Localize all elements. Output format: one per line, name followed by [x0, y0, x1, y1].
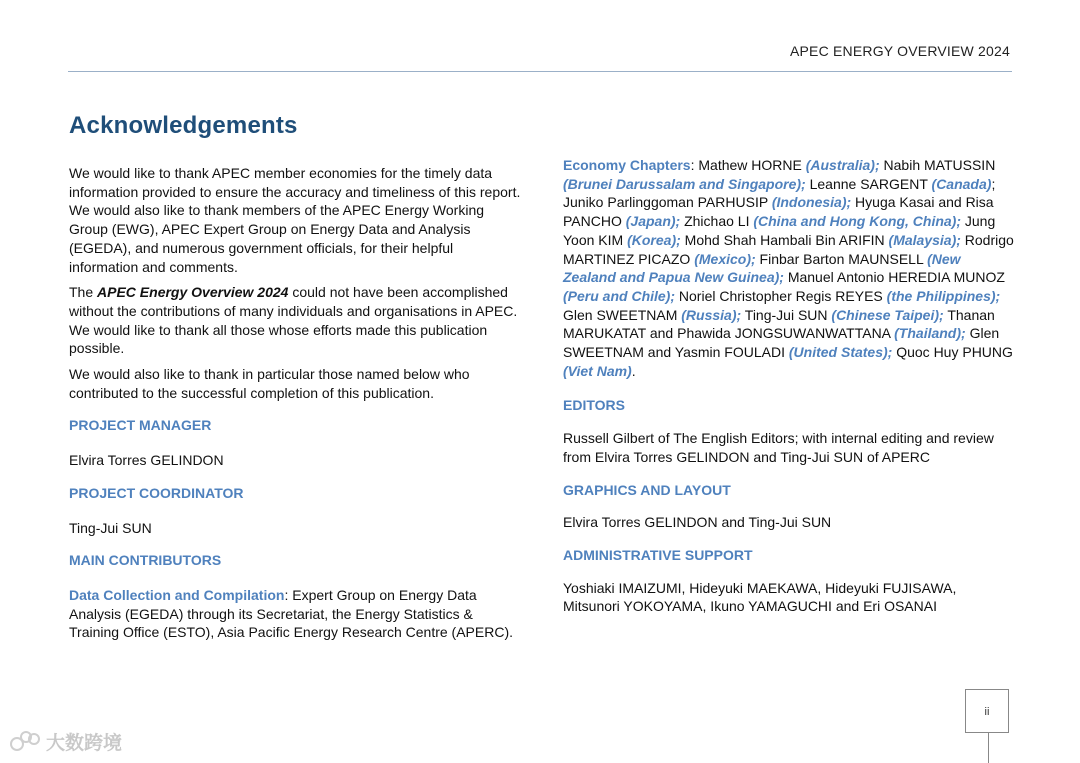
data-collection-text: : Expert Group on Energy Data Analysis (EGEDA) through its Secretariat, the Energy Statistics & Training Office (ESTO), Asia Pacific Energy Research Centre (APERC).: [69, 586, 514, 641]
watermark-logo-icon: [10, 731, 40, 753]
left-column: [69, 164, 521, 642]
intro2-post: could not have been accomplished without the contributions of many individuals and organisations in APEC. We would like to thank all those whose efforts made this publication possible.: [69, 284, 518, 357]
economy-name: (Russia);: [681, 306, 742, 323]
economy-name: (Korea);: [627, 231, 681, 248]
author-names: Finbar Barton MAUNSELL: [755, 250, 928, 267]
economy-name: (Australia);: [805, 157, 880, 173]
publication-title: APEC Energy Overview 2024: [97, 284, 289, 301]
running-header: APEC ENERGY OVERVIEW 2024: [789, 43, 1010, 59]
graphics-text: Elvira Torres GELINDON and Ting-Jui SUN: [563, 514, 832, 531]
author-names: Glen SWEETNAM: [563, 306, 682, 323]
economy-name: (Chinese Taipei);: [831, 306, 944, 323]
economy-name: (Japan);: [625, 213, 681, 230]
admin-support-heading: ADMINISTRATIVE SUPPORT: [563, 546, 753, 563]
author-names: ; Juniko Parlinggoman PARHUSIP: [563, 175, 996, 211]
economy-chapters-label: Economy Chapters: [563, 157, 691, 173]
author-names: Thanan MARUKATAT and Phawida JONGSUWANWATTANA: [563, 306, 995, 342]
right-column: [563, 156, 1015, 616]
project-manager-name: Elvira Torres GELINDON: [69, 452, 224, 469]
project-manager-heading: PROJECT MANAGER: [69, 417, 212, 434]
page-title: Acknowledgements: [69, 112, 298, 139]
page-number-tick: [988, 733, 989, 763]
intro-paragraph-1: We would like to thank APEC member economies for the timely data information provided to ensure the accuracy and timeliness of this report. We would also like to thank members of the APEC Energy Working Group (EWG), APEC Expert Group on Energy Data and Analysis (EGEDA), and numerous government officials, for their helpful information and comments.: [69, 165, 521, 275]
watermark: [10, 728, 122, 755]
page-number: ii: [965, 689, 1009, 733]
economy-name: (Mexico);: [694, 250, 756, 267]
data-collection-label: Data Collection and Compilation: [69, 586, 285, 603]
author-names: Rodrigo MARTINEZ PICAZO: [563, 231, 1014, 267]
editors-text: Russell Gilbert of The English Editors; with internal editing and review from Elvira Torres GELINDON and Ting-Jui SUN of APERC: [563, 430, 994, 465]
admin-support-text: Yoshiaki IMAIZUMI, Hideyuki MAEKAWA, Hideyuki FUJISAWA, Mitsunori YOKOYAMA, Ikuno YAMAGUCHI and Eri OSANAI: [563, 579, 957, 615]
project-coordinator-heading: PROJECT COORDINATOR: [69, 484, 244, 501]
intro-paragraph-3: We would also like to thank in particular those named below who contributed to the successful completion of this publication.: [69, 366, 470, 401]
main-contributors-heading: MAIN CONTRIBUTORS: [69, 552, 222, 569]
intro-paragraph-2: [69, 283, 521, 358]
author-names: Hyuga Kasai and Risa PANCHO: [563, 194, 994, 230]
editors-heading: EDITORS: [563, 397, 625, 414]
intro2-pre: The: [69, 284, 98, 301]
author-names: Nabih MATUSSIN: [879, 157, 996, 173]
watermark-text: 大数跨境: [46, 733, 123, 754]
economy-colon: :: [690, 157, 699, 173]
economy-name: (Indonesia);: [771, 194, 852, 211]
author-names: Quoc Huy PHUNG: [892, 344, 1013, 361]
author-names: Jung Yoon KIM: [563, 213, 996, 248]
author-names: Leanne SARGENT: [805, 175, 932, 192]
data-collection-paragraph: [69, 586, 521, 642]
graphics-heading: GRAPHICS AND LAYOUT: [563, 481, 731, 498]
header-rule: [68, 71, 1012, 72]
economy-name: (Thailand);: [894, 325, 966, 342]
project-coordinator-name: Ting-Jui SUN: [69, 519, 152, 536]
economy-name: (the Philippines);: [886, 287, 1001, 304]
author-names: Zhichao LI: [680, 213, 754, 230]
economy-name: (Malaysia);: [888, 231, 961, 248]
author-names: Glen SWEETNAM and Yasmin FOULADI: [563, 325, 1000, 361]
economy-name: (Peru and Chile);: [563, 287, 676, 304]
author-names: Manuel Antonio HEREDIA MUNOZ: [783, 269, 1005, 286]
economy-name: (China and Hong Kong, China);: [753, 213, 961, 230]
economy-name: (Canada): [931, 175, 992, 192]
economy-chapters-paragraph: [563, 156, 1015, 380]
economy-name: (New Zealand and Papua New Guinea);: [563, 250, 961, 286]
author-names: Mohd Shah Hambali Bin ARIFIN: [680, 231, 889, 248]
author-names: Noriel Christopher Regis REYES: [675, 287, 887, 304]
author-names: .: [631, 362, 636, 379]
economy-name: (Viet Nam): [563, 362, 632, 379]
author-names: Mathew HORNE: [698, 157, 806, 173]
economy-name: (Brunei Darussalam and Singapore);: [563, 175, 806, 192]
economy-name: (United States);: [788, 344, 893, 361]
author-names: Ting-Jui SUN: [741, 306, 832, 323]
